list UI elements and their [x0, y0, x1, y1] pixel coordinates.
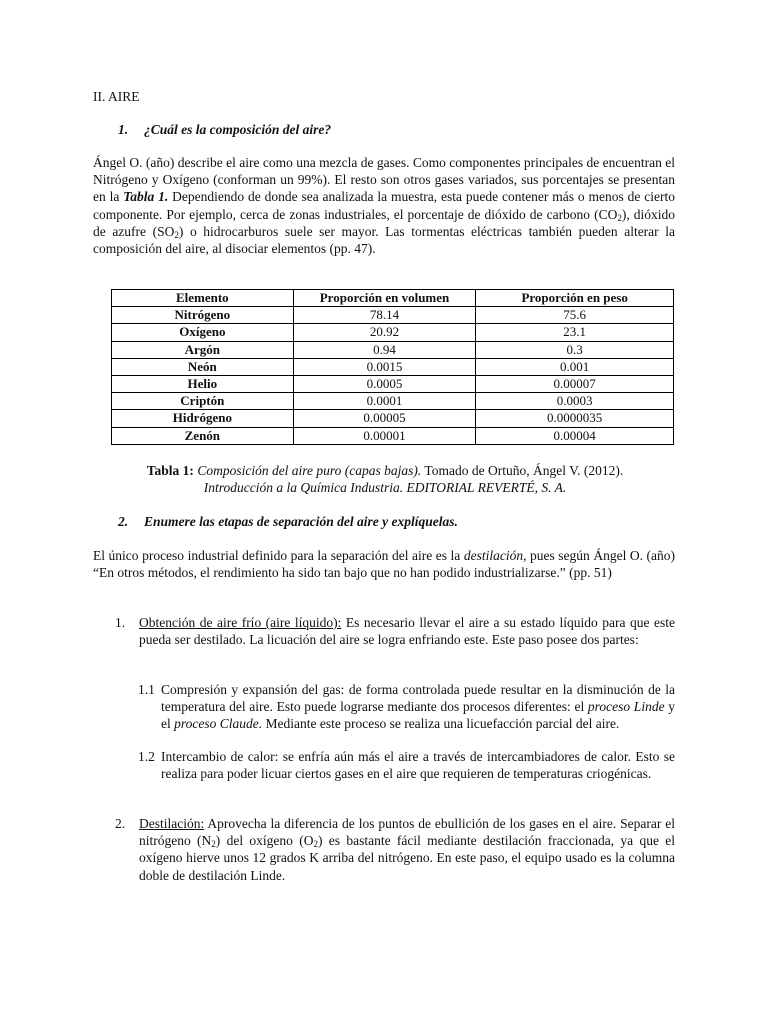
paragraph-text: pues según Ángel O. (año) “En otros métodos, el rendimiento ha sido tan bajo que no han podido industrializarse.” (pp. 51): [93, 548, 676, 581]
table-cell-element: Oxígeno: [112, 324, 294, 341]
table-cell-volume: 0.0015: [293, 358, 476, 375]
table-cell-weight: 0.0003: [476, 393, 674, 410]
table-header: Elemento: [112, 290, 294, 307]
table-cell-weight: 0.001: [476, 358, 674, 375]
list-item-number: 1.: [115, 615, 126, 630]
sub-item-text: Mediante este proceso se realiza una licuefacción parcial del aire.: [262, 716, 620, 732]
table-cell-volume: 0.00005: [293, 410, 476, 427]
list-item-title: Destilación:: [139, 816, 205, 831]
list-item-title: Obtención de aire frío (aire líquido):: [139, 615, 342, 630]
table-row: [112, 324, 674, 341]
list-item-text: ) del oxígeno (O: [215, 833, 314, 849]
table-cell-element: Argón: [112, 341, 294, 358]
sub-item-text: Compresión y expansión del gas: de forma controlada puede resultar en la disminución de la temperatura del aire. Esto puede lograrse mediante dos procesos diferentes: el: [161, 682, 675, 715]
table-cell-volume: 0.0005: [293, 375, 476, 392]
list-item-text: ) es bastante fácil mediante destilación fraccionada, ya que el oxígeno hierve unos 12 grados K arriba del nitrógeno. En este paso, el equipo usado es la columna doble de destilación Linde.: [139, 833, 675, 883]
paragraph-text: ) o hidrocarburos suele ser mayor. Las tormentas eléctricas también pueden alterar la composición del aire, al disociar elementos (pp. 47).: [93, 223, 675, 257]
subscript: 2: [313, 839, 318, 850]
paragraph-text: Dependiendo de donde sea analizada la muestra, esta puede contener más o menos de cierto componente. Por ejemplo, cerca de zonas industriales, el porcentaje de dióxido de carbono (CO: [93, 189, 675, 222]
table-cell-weight: 23.1: [476, 324, 674, 341]
table-caption: [90, 462, 680, 496]
question-1-number: 1.: [118, 122, 129, 137]
table-cell-volume: 78.14: [293, 307, 476, 324]
table-row: [112, 427, 674, 444]
subscript: 2: [211, 839, 216, 850]
table-cell-weight: 0.00004: [476, 427, 674, 444]
list-item-2: [115, 815, 675, 884]
table-cell-element: Nitrógeno: [112, 307, 294, 324]
table-cell-weight: 0.00007: [476, 375, 674, 392]
question-1-text: ¿Cuál es la composición del aire?: [144, 122, 332, 137]
caption-label: Tabla 1:: [146, 463, 194, 478]
table-cell-volume: 0.0001: [293, 393, 476, 410]
sub-item-number: 1.1: [138, 682, 155, 697]
table-header: Proporción en peso: [476, 290, 674, 307]
paragraph-text: ), dióxido de azufre (SO: [93, 206, 675, 239]
table-cell-element: Zenón: [112, 427, 294, 444]
table-cell-element: Criptón: [112, 393, 294, 410]
emphasis-destilacion: destilación,: [463, 548, 527, 563]
table-row: [112, 393, 674, 410]
section-heading: II. AIRE: [93, 89, 140, 104]
list-item-text: Aprovecha la diferencia de los puntos de ebullición de los gases en el aire. Separar el nitrógeno (N: [139, 816, 675, 849]
caption-title: Composición del aire puro (capas bajas).: [197, 463, 422, 478]
table-cell-weight: 75.6: [476, 307, 674, 324]
list-item-text: Es necesario llevar el aire a su estado líquido para que este pueda ser destilado. La licuación del aire se logra enfriando este. Este paso posee dos partes:: [139, 615, 675, 648]
question-1: [118, 122, 331, 138]
paragraph-text: Ángel O. (año) describe el aire como una mezcla de gases. Como componentes principales de encuentran el Nitrógeno y Oxígeno (conforman un 99%). El resto son otros gases variados, sus porcentajes se presentan en la: [93, 155, 675, 205]
sub-item-number: 1.2: [138, 749, 155, 764]
list-item-1: [115, 614, 675, 648]
paragraph-separation: [93, 547, 675, 581]
table-cell-element: Helio: [112, 375, 294, 392]
table-row: [112, 358, 674, 375]
composition-table: [111, 289, 674, 445]
sub-item-1-2: [138, 748, 675, 782]
question-2: [118, 514, 458, 530]
sub-item-text: Intercambio de calor: se enfría aún más el aire a través de intercambiadores de calor. Esto se realiza para poder licuar ciertos gases en el aire que requieren de temperaturas criogénicas.: [161, 749, 675, 782]
table-cell-volume: 20.92: [293, 324, 476, 341]
paragraph-text: El único proceso industrial definido para la separación del aire es la: [93, 548, 464, 563]
subscript: 2: [617, 212, 622, 223]
table-reference: Tabla 1.: [123, 189, 169, 205]
caption-source: Tomado de Ortuño, Ángel V. (2012).: [421, 463, 624, 478]
table-cell-volume: 0.00001: [293, 427, 476, 444]
table-cell-weight: 0.3: [476, 341, 674, 358]
question-2-text: Enumere las etapas de separación del aire y explíquelas.: [144, 514, 458, 529]
question-2-number: 2.: [118, 514, 129, 529]
table-header: Proporción en volumen: [293, 290, 476, 307]
table-cell-volume: 0.94: [293, 341, 476, 358]
list-item-number: 2.: [115, 816, 126, 831]
paragraph-composition: [93, 154, 675, 257]
table-row: [112, 410, 674, 427]
caption-book: Introducción a la Química Industria. EDITORIAL REVERTÉ, S. A.: [203, 480, 567, 495]
table-cell-weight: 0.0000035: [476, 410, 674, 427]
table-header-row: [112, 290, 674, 307]
table-cell-element: Hidrógeno: [112, 410, 294, 427]
table-cell-element: Neón: [112, 358, 294, 375]
sub-item-1-1: [138, 681, 675, 733]
table-row: [112, 341, 674, 358]
table-row: [112, 375, 674, 392]
emphasis-linde: proceso Linde: [587, 699, 665, 715]
sub-item-text: y el: [161, 699, 675, 732]
table-row: [112, 307, 674, 324]
emphasis-claude: proceso Claude.: [174, 716, 263, 732]
subscript: 2: [174, 229, 179, 240]
